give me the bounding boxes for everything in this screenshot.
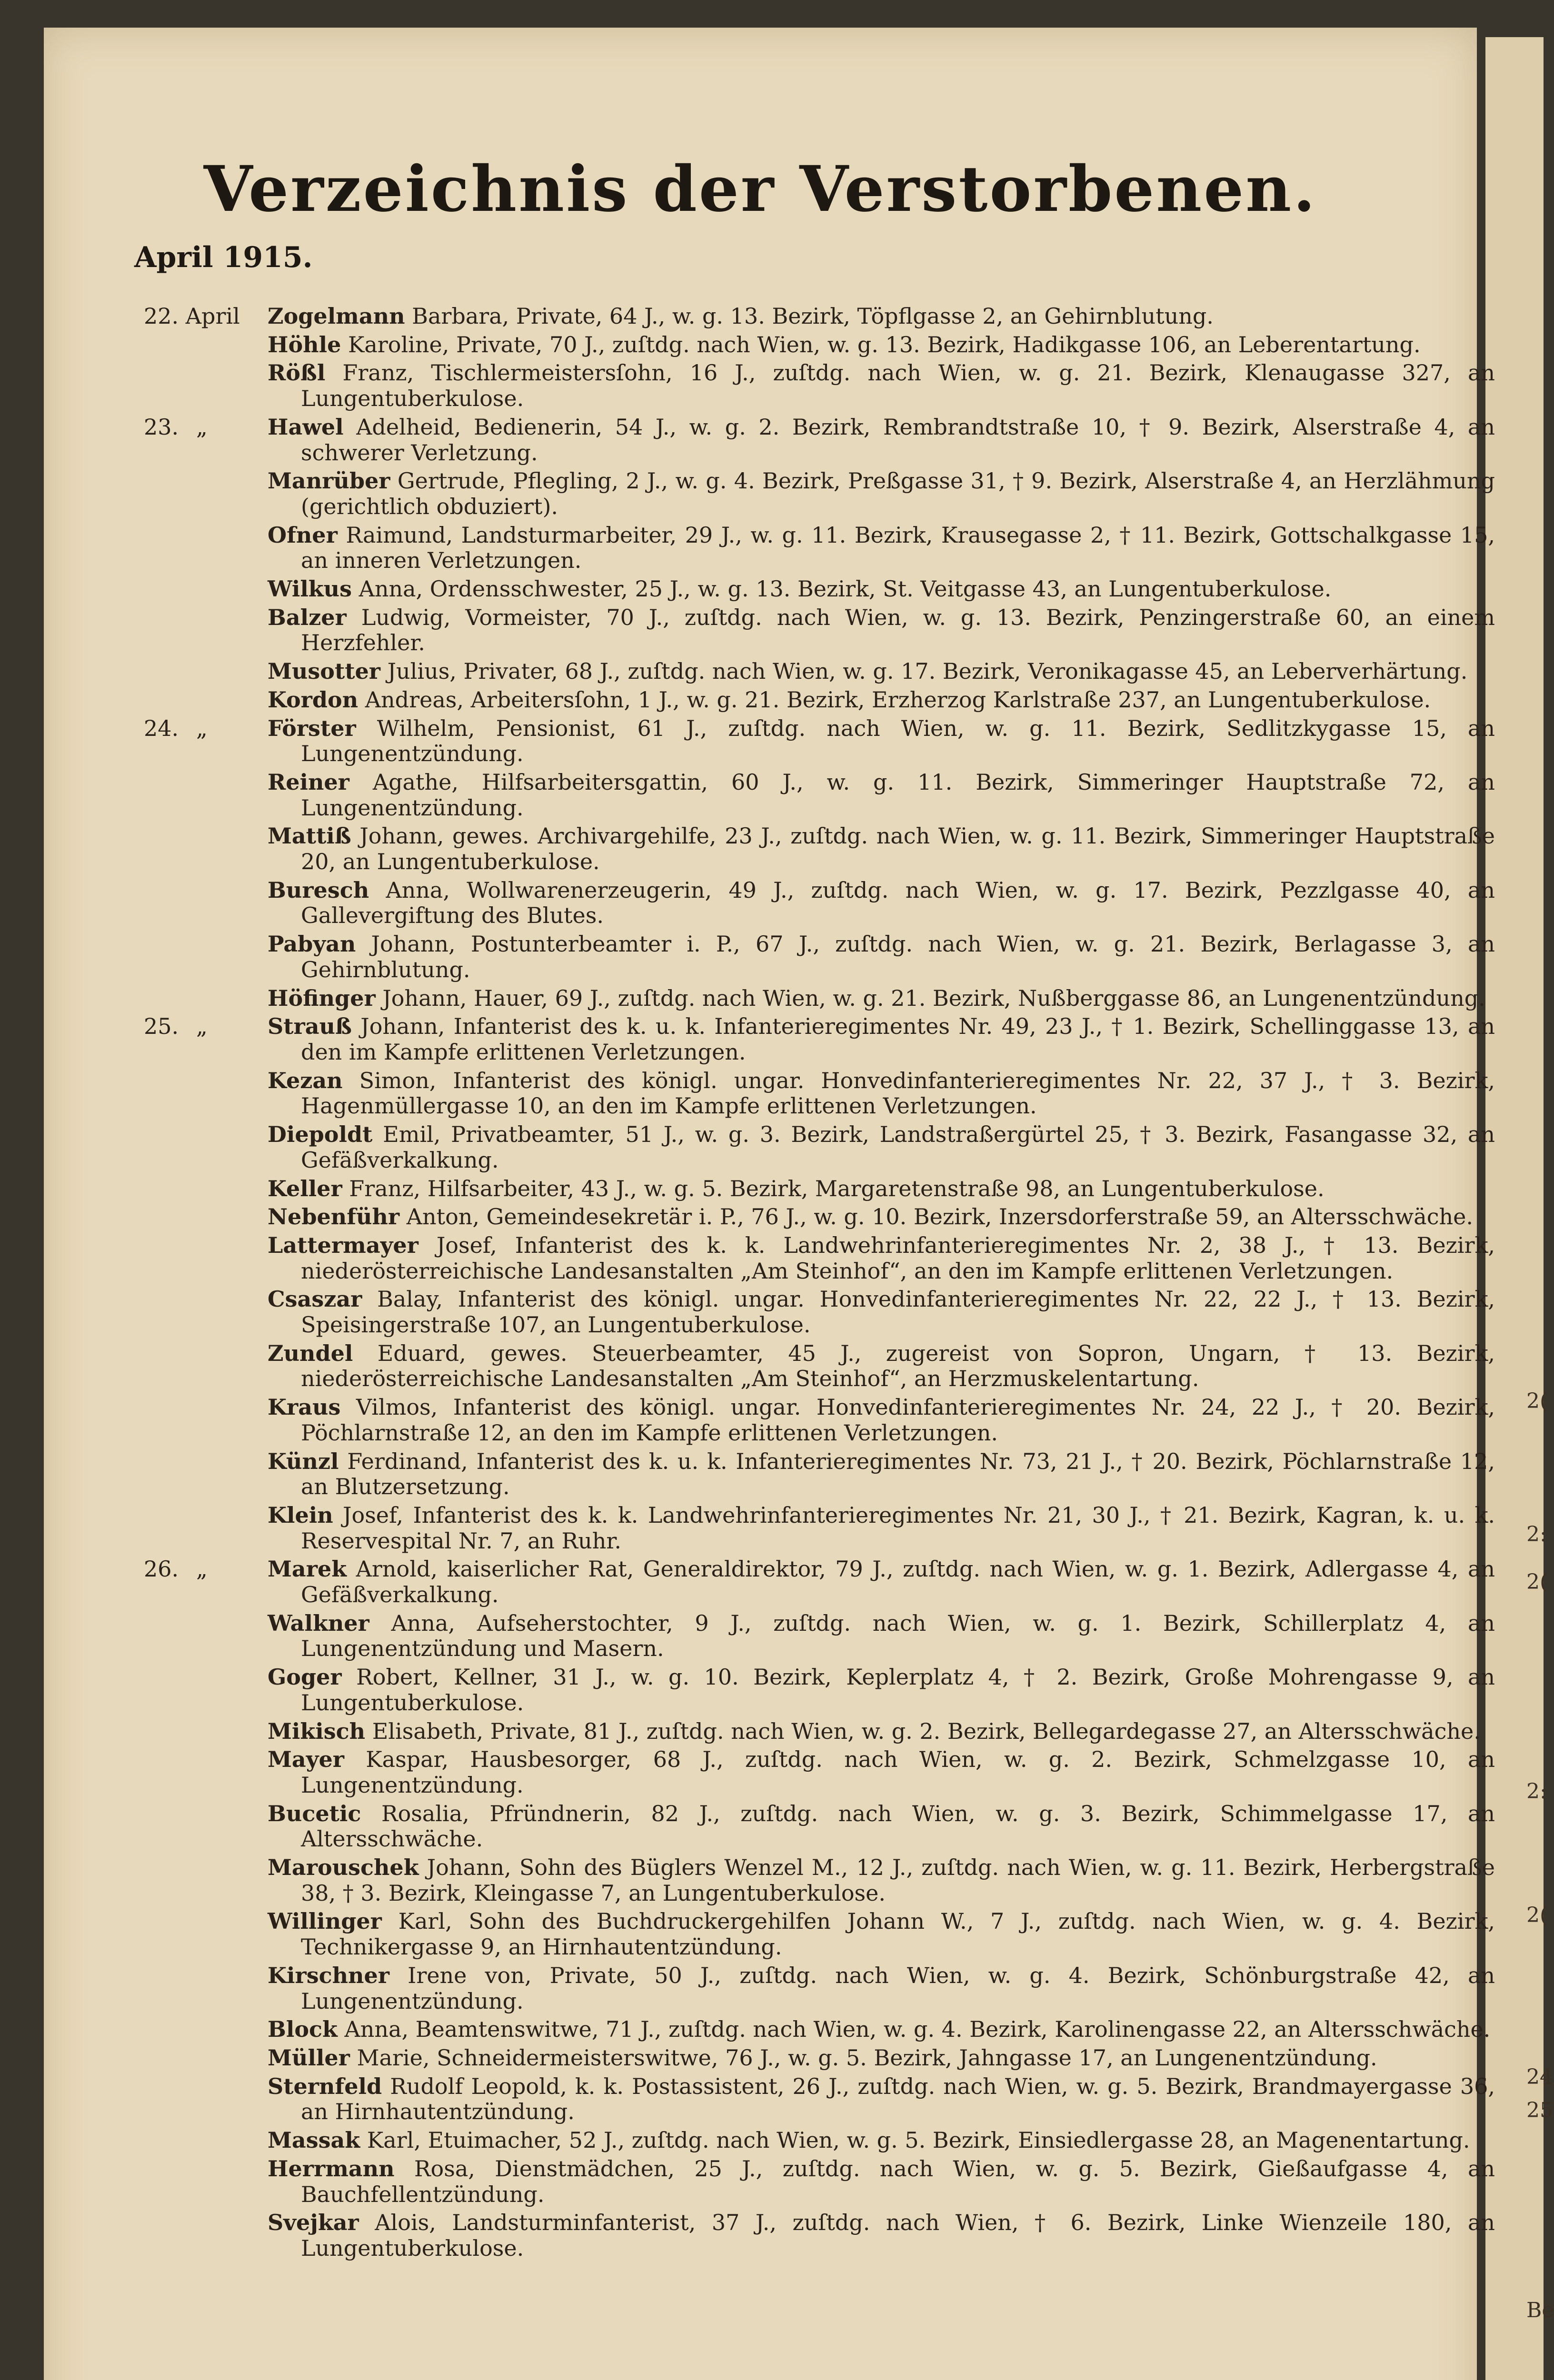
entry-surname: Lattermayer (268, 1232, 418, 1258)
register-entry (44, 769, 1495, 821)
entry-surname: Kraus (268, 1394, 341, 1420)
entry-surname: Künzl (268, 1448, 339, 1474)
register-entry (44, 687, 1477, 713)
entry-details: Emil, Privatbeamter, 51 J., w. g. 3. Bezirk, Landstraßergürtel 25, † 3. Bezirk, Fasangasse 32, an Gefäßverkalkung. (301, 1121, 1495, 1173)
register-entry (44, 877, 1495, 929)
entry-details: Raimund, Landsturmarbeiter, 29 J., w. g. 11. Bezirk, Krausegasse 2, † 11. Bezirk, Gottschalkgasse 15, an inneren Verletzungen. (301, 522, 1495, 574)
entry-surname: Mayer (268, 1746, 344, 1773)
entry-details: Vilmos, Infanterist des königl. ungar. Honvedinfanterieregimentes Nr. 24, 22 J., † 20. Bezirk, Pöchlarnstraße 12, an den im Kampfe erlittenen Verletzungen. (301, 1394, 1495, 1446)
entry-surname: Diepoldt (268, 1121, 373, 1148)
entry-surname: Walkner (268, 1610, 369, 1636)
register-entry (44, 1286, 1495, 1338)
entry-details: Franz, Hilfsarbeiter, 43 J., w. g. 5. Bezirk, Margaretenstraße 98, an Lungentuberkulose. (342, 1175, 1325, 1201)
entry-text (268, 986, 1495, 1012)
entry-details: Elisabeth, Private, 81 J., zuſtdg. nach Wien, w. g. 2. Bezirk, Bellegardegasse 27, an Altersschwäche. (365, 1718, 1481, 1744)
next-page-fragment: 2: (1526, 1522, 1547, 1547)
entry-details: Anna, Beamtenswitwe, 71 J., zuſtdg. nach Wien, w. g. 4. Bezirk, Karolinengasse 22, an Altersschwäche. (337, 2016, 1491, 2043)
register-entry (44, 1746, 1495, 1798)
entry-details: Agathe, Hilfsarbeitersgattin, 60 J., w. g. 11. Bezirk, Simmeringer Hauptstraße 72, an Lungenentzündung. (301, 769, 1495, 821)
entry-details: Simon, Infanterist des königl. ungar. Honvedinfanterieregimentes Nr. 22, 37 J., † 3. Bezirk, Hagenmüllergasse 10, an den im Kampfe erlittenen Verletzungen. (301, 1067, 1495, 1119)
register-entry (44, 1718, 1481, 1745)
entry-details: Franz, Tischlermeistersſohn, 16 J., zuſtdg. nach Wien, w. g. 21. Bezirk, Klenaugasse 327, an Lungentuberkulose. (301, 360, 1495, 412)
entry-day: 25. (144, 1013, 179, 1040)
register-entry (44, 468, 1495, 519)
register-entry (44, 576, 1477, 602)
register-entry (44, 604, 1495, 656)
ditto-mark: „ (196, 715, 208, 741)
entry-details: Rudolf Leopold, k. k. Postassistent, 26 J., zuſtdg. nach Wien, w. g. 5. Bezirk, Brandmayergasse 36, an Hirnhautentzündung. (301, 2073, 1495, 2125)
entry-text (268, 1341, 1495, 1392)
entry-surname: Buresch (268, 877, 369, 903)
entry-text (268, 878, 1495, 929)
register-entry (44, 1013, 1495, 1065)
entry-text (268, 2017, 1495, 2043)
entry-details: Julius, Privater, 68 J., zuſtdg. nach Wien, w. g. 17. Bezirk, Veronikagasse 45, an Leberverhärtung. (380, 658, 1468, 684)
entry-details: Irene von, Private, 50 J., zuſtdg. nach Wien, w. g. 4. Bezirk, Schönburgstraße 42, an Lungenentzündung. (301, 1962, 1495, 2014)
entry-surname: Balzer (268, 604, 347, 630)
next-page-fragment: 2: (1526, 1779, 1547, 1804)
register-entry (44, 1908, 1495, 1960)
entry-text (268, 1611, 1495, 1662)
register-entry (44, 1121, 1495, 1173)
register-entry (44, 332, 1477, 358)
entry-surname: Pabyan (268, 931, 356, 957)
entry-details: Anna, Wollwarenerzeugerin, 49 J., zuſtdg. nach Wien, w. g. 17. Bezirk, Pezzlgasse 40, an Gallevergiftung des Blutes. (301, 877, 1495, 929)
entry-surname: Zogelmann (268, 303, 405, 329)
register-entry (44, 2210, 1495, 2261)
entry-text (268, 1719, 1495, 1745)
entry-text (268, 716, 1495, 767)
next-page-fragment: 24 (1526, 2065, 1553, 2089)
entry-surname: Sternfeld (268, 2073, 382, 2099)
entry-details: Kaspar, Hausbesorger, 68 J., zuſtdg. nach Wien, w. g. 2. Bezirk, Schmelzgasse 10, an Lungenentzündung. (301, 1746, 1495, 1798)
register-entry (44, 1800, 1495, 1852)
entry-details: Adelheid, Bedienerin, 54 J., w. g. 2. Bezirk, Rembrandtstraße 10, † 9. Bezirk, Alserstraße 4, an schwerer Verletzung. (301, 414, 1495, 466)
register-entry (44, 2016, 1491, 2043)
entry-surname: Musotter (268, 658, 380, 684)
entry-details: Johann, gewes. Archivargehilfe, 23 J., zuſtdg. nach Wien, w. g. 11. Bezirk, Simmeringer Hauptstraße 20, an Lungentuberkulose. (301, 823, 1495, 875)
entry-details: Karl, Etuimacher, 52 J., zuſtdg. nach Wien, w. g. 5. Bezirk, Einsiedlergasse 28, an Magenentartung. (360, 2127, 1470, 2153)
entry-text (268, 1963, 1495, 2014)
entry-surname: Strauß (268, 1013, 352, 1040)
entry-text (268, 2128, 1495, 2153)
entry-text (268, 1204, 1495, 1230)
entry-surname: Hawel (268, 414, 344, 440)
register-entry (44, 360, 1495, 412)
register-entry (44, 1176, 1477, 1202)
entry-surname: Csaszar (268, 1286, 362, 1312)
entry-surname: Nebenführ (268, 1204, 400, 1230)
entry-date (144, 414, 208, 440)
entry-text (268, 932, 1495, 982)
entry-surname: Massak (268, 2127, 360, 2153)
entry-day: 23. (144, 414, 179, 440)
entry-surname: Höhle (268, 331, 341, 357)
entry-details: Johann, Hauer, 69 J., zuſtdg. nach Wien, w. g. 21. Bezirk, Nußberggasse 86, an Lungenentzündung. (375, 985, 1485, 1011)
entry-text (268, 1909, 1495, 1960)
register-entry (44, 304, 1477, 329)
entry-details: Josef, Infanterist des k. k. Landwehrinfanterieregimentes Nr. 2, 38 J., † 13. Bezirk, niederösterreichische Landesanstalten „Am Steinhof“, an den im Kampfe erlittenen Verletzungen. (301, 1232, 1495, 1284)
entry-surname: Kezan (268, 1067, 343, 1093)
entry-surname: Herrmann (268, 2155, 395, 2182)
entry-surname: Kirschner (268, 1962, 389, 1988)
next-page-fragment: 2( (1526, 1570, 1548, 1594)
register-entry (44, 1232, 1495, 1284)
entry-surname: Willinger (268, 1908, 382, 1934)
entry-details: Anton, Gemeindesekretär i. P., 76 J., w. g. 10. Bezirk, Inzersdorferstraße 59, an Altersschwäche. (399, 1204, 1473, 1230)
entry-text (268, 1014, 1495, 1065)
register-entry (44, 931, 1495, 982)
entry-details: Gertrude, Pflegling, 2 J., w. g. 4. Bezirk, Preßgasse 31, † 9. Bezirk, Alserstraße 4, an Herzlähmung (gerichtlich obduziert). (301, 468, 1495, 519)
entry-details: Rosalia, Pfründnerin, 82 J., zuſtdg. nach Wien, w. g. 3. Bezirk, Schimmelgasse 17, an Altersschwäche. (301, 1800, 1495, 1852)
register-entry (44, 2128, 1477, 2153)
register-entry (44, 1664, 1495, 1716)
register-entry (44, 1556, 1495, 1608)
register-entry (44, 2155, 1495, 2207)
entry-surname: Höfinger (268, 985, 376, 1011)
register-entry (44, 1962, 1495, 2014)
next-page-fragment: 2( (1526, 1389, 1548, 1413)
death-register-list (44, 303, 1495, 2264)
entry-day: 22. April (144, 303, 240, 329)
entry-details: Josef, Infanterist des k. k. Landwehrinfanterieregimentes Nr. 21, 30 J., † 21. Bezirk, Kagran, k. u. k. Reservespital Nr. 7, an Ruhr. (301, 1502, 1495, 1554)
entry-text (268, 1233, 1495, 1284)
entry-text (268, 304, 1495, 329)
entry-details: Wilhelm, Pensionist, 61 J., zuſtdg. nach Wien, w. g. 11. Bezirk, Sedlitzkygasse 15, an Lungenentzündung. (301, 715, 1495, 767)
register-entry (44, 1394, 1495, 1446)
entry-details: Andreas, Arbeitersſohn, 1 J., w. g. 21. Bezirk, Erzherzog Karlstraße 237, an Lungentuberkulose. (358, 686, 1431, 713)
entry-text (268, 1449, 1495, 1500)
entry-details: Barbara, Private, 64 J., w. g. 13. Bezirk, Töpflgasse 2, an Gehirnblutung. (405, 303, 1214, 329)
entry-text (268, 1068, 1495, 1119)
entry-text (268, 415, 1495, 466)
entry-text (268, 2074, 1495, 2125)
entry-text (268, 823, 1495, 874)
ditto-mark: „ (196, 1013, 208, 1040)
entry-text (268, 1665, 1495, 1716)
entry-surname: Reiner (268, 769, 349, 795)
register-entry (44, 2045, 1477, 2071)
entry-details: Balay, Infanterist des königl. ungar. Honvedinfanterieregimentes Nr. 22, 22 J., † 13. Bezirk, Speisingerstraße 107, an Lungentuberkulose. (301, 1286, 1495, 1338)
entry-text (268, 2045, 1495, 2071)
entry-text (268, 332, 1495, 358)
entry-text (268, 1557, 1495, 1607)
entry-surname: Goger (268, 1664, 342, 1690)
entry-details: Johann, Sohn des Büglers Wenzel M., 12 J., zuſtdg. nach Wien, w. g. 11. Bezirk, Herbergstraße 38, † 3. Bezirk, Kleingasse 7, an Lungentuberkulose. (301, 1854, 1495, 1906)
entry-surname: Klein (268, 1502, 333, 1528)
entry-date (144, 1013, 208, 1040)
entry-text (268, 1747, 1495, 1798)
register-entry (44, 1610, 1495, 1662)
entry-details: Marie, Schneidermeisterswitwe, 76 J., w. g. 5. Bezirk, Jahngasse 17, an Lungenentzündung. (349, 2045, 1377, 2071)
next-page-fragment: Be (1526, 2298, 1554, 2322)
register-entry (44, 823, 1495, 875)
entry-surname: Block (268, 2016, 338, 2043)
entry-text (268, 687, 1495, 713)
entry-details: Arnold, kaiserlicher Rat, Generaldirektor, 79 J., zuſtdg. nach Wien, w. g. 1. Bezirk, Adlergasse 4, an Gefäßverkalkung. (301, 1556, 1495, 1608)
entry-details: Karoline, Private, 70 J., zuſtdg. nach Wien, w. g. 13. Bezirk, Hadikgasse 106, an Leberentartung. (341, 331, 1421, 357)
entry-text (268, 659, 1495, 684)
entry-surname: Manrüber (268, 468, 390, 494)
register-entry (44, 985, 1485, 1012)
entry-details: Karl, Sohn des Buchdruckergehilfen Johann W., 7 J., zuſtdg. nach Wien, w. g. 4. Bezirk, Technikergasse 9, an Hirnhautentzündung. (301, 1908, 1495, 1960)
next-page-fragment: 25 (1526, 2098, 1553, 2122)
entry-details: Ludwig, Vormeister, 70 J., zuſtdg. nach Wien, w. g. 13. Bezirk, Penzingerstraße 60, an einem Herzfehler. (301, 604, 1495, 656)
entry-text (268, 2156, 1495, 2207)
entry-details: Johann, Infanterist des k. u. k. Infanterieregimentes Nr. 49, 23 J., † 1. Bezirk, Schellinggasse 13, an den im Kampfe erlittenen Verletzungen. (301, 1013, 1495, 1065)
entry-text (268, 1122, 1495, 1173)
entry-text (268, 2210, 1495, 2261)
entry-details: Johann, Postunterbeamter i. P., 67 J., zuſtdg. nach Wien, w. g. 21. Bezirk, Berlagasse 3, an Gehirnblutung. (301, 931, 1495, 982)
entry-text (268, 1855, 1495, 1906)
register-entry (44, 1067, 1495, 1119)
entry-date (144, 1556, 208, 1582)
entry-date (144, 304, 240, 329)
entry-surname: Müller (268, 2045, 350, 2071)
entry-details: Eduard, gewes. Steuerbeamter, 45 J., zugereist von Sopron, Ungarn, † 13. Bezirk, niederösterreichische Landesanstalten „Am Steinhof“, an Herzmuskelentartung. (301, 1340, 1495, 1392)
document-page (44, 28, 1495, 2380)
entry-surname: Rößl (268, 360, 326, 386)
page-title: Verzeichnis der Verstorbenen. (203, 152, 1317, 226)
entry-text (268, 1287, 1495, 1338)
entry-text (268, 1176, 1495, 1202)
entry-date (144, 715, 208, 742)
entry-surname: Kordon (268, 686, 359, 713)
entry-text (268, 1395, 1495, 1446)
entry-text (268, 468, 1495, 519)
entry-details: Rosa, Dienstmädchen, 25 J., zuſtdg. nach Wien, w. g. 5. Bezirk, Gießaufgasse 4, an Bauchfellentzündung. (301, 2155, 1495, 2207)
register-entry (44, 1448, 1495, 1500)
entry-details: Robert, Kellner, 31 J., w. g. 10. Bezirk, Keplerplatz 4, † 2. Bezirk, Große Mohrengasse 9, an Lungentuberkulose. (301, 1664, 1495, 1716)
entry-details: Anna, Aufseherstochter, 9 J., zuſtdg. nach Wien, w. g. 1. Bezirk, Schillerplatz 4, an Lungenentzündung und Masern. (301, 1610, 1495, 1662)
entry-surname: Ofner (268, 522, 338, 548)
register-entry (44, 522, 1495, 574)
entry-details: Ferdinand, Infanterist des k. u. k. Infanterieregimentes Nr. 73, 21 J., † 20. Bezirk, Pöchlarnstraße 12, an Blutzersetzung. (301, 1448, 1495, 1500)
entry-surname: Svejkar (268, 2210, 359, 2236)
register-entry (44, 1854, 1495, 1906)
entry-details: Anna, Ordensschwester, 25 J., w. g. 13. Bezirk, St. Veitgasse 43, an Lungentuberkulose. (352, 576, 1332, 602)
entry-surname: Förster (268, 715, 356, 741)
entry-surname: Zundel (268, 1340, 353, 1366)
entry-text (268, 1503, 1495, 1554)
register-entry (44, 1502, 1495, 1554)
register-entry (44, 414, 1495, 466)
next-page-fragment: 2( (1526, 1903, 1548, 1927)
entry-text (268, 605, 1495, 656)
entry-surname: Bucetic (268, 1800, 361, 1826)
entry-text (268, 770, 1495, 821)
entry-surname: Marouschek (268, 1854, 419, 1881)
entry-details: Alois, Landsturminfanterist, 37 J., zuſtdg. nach Wien, † 6. Bezirk, Linke Wienzeile 180, an Lungentuberkulose. (301, 2210, 1495, 2261)
ditto-mark: „ (196, 414, 208, 440)
entry-surname: Marek (268, 1556, 347, 1582)
entry-day: 26. (144, 1556, 179, 1582)
entry-surname: Mikisch (268, 1718, 366, 1744)
entry-surname: Wilkus (268, 576, 352, 602)
ditto-mark: „ (196, 1556, 208, 1582)
entry-text (268, 576, 1495, 602)
month-heading: April 1915. (134, 241, 313, 274)
register-entry (44, 2073, 1495, 2125)
register-entry (44, 1340, 1495, 1392)
entry-text (268, 1801, 1495, 1852)
register-entry (44, 659, 1477, 684)
entry-text (268, 523, 1495, 574)
entry-text (268, 360, 1495, 411)
entry-surname: Keller (268, 1175, 342, 1201)
entry-surname: Mattiß (268, 823, 351, 849)
register-entry (44, 1204, 1477, 1230)
entry-day: 24. (144, 715, 179, 741)
register-entry (44, 715, 1495, 767)
